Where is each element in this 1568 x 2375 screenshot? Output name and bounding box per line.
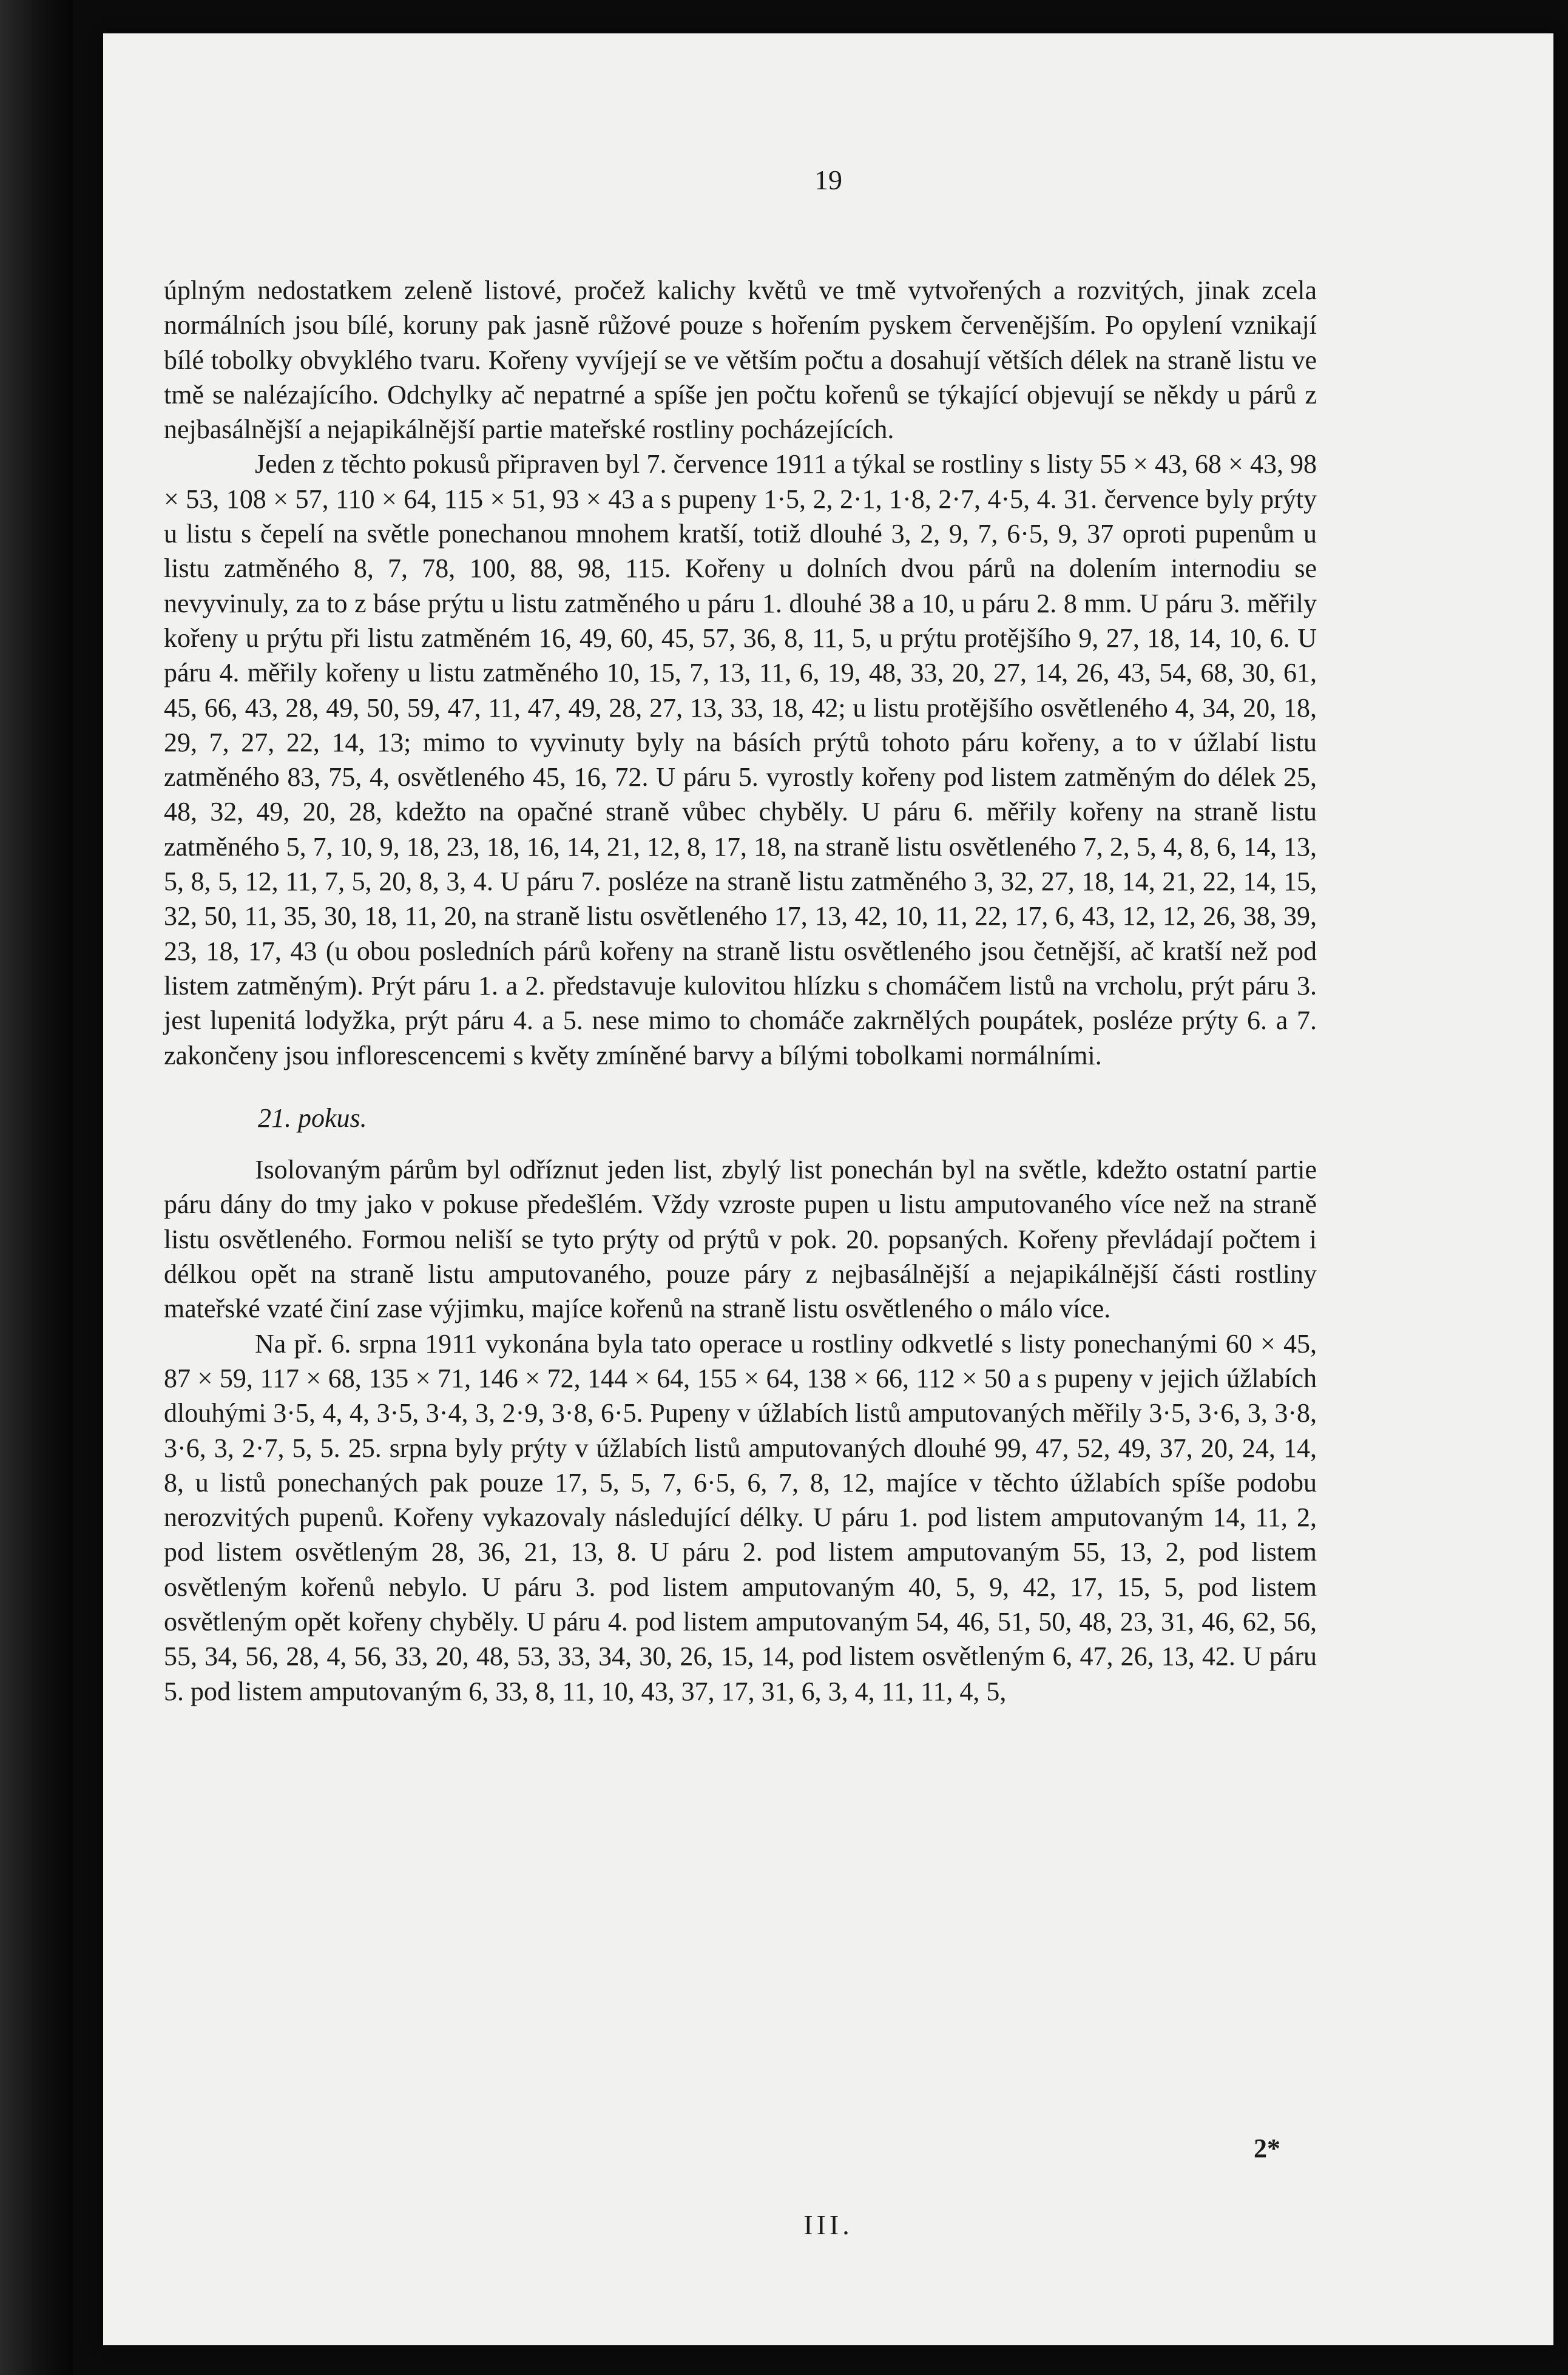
paragraph: Isolovaným párům byl odříznut jeden list, zbylý list ponechán byl na světle, kdežto ostatní partie páru dány do tmy jako v pokuse předešlém. Vždy vzroste pupen u listu amputovaného více než na straně listu osvětleného. Formou neliší se tyto prýty od prýtů v pok. 20. popsaných. Kořeny převládají počtem i délkou opět na straně listu amputovaného, pouze páry z nejbasálnější a nejapikálnější části rostliny mateřské vzaté činí zase výjimku, majíce kořenů na straně listu osvětleného o málo více. [164, 1155, 1317, 1324]
scan-dark-edge [0, 0, 73, 2375]
page-number: 19 [814, 164, 842, 195]
book-page [103, 33, 1553, 2345]
paragraph: Na př. 6. srpna 1911 vykonána byla tato operace u rostliny odkvetlé s listy ponechanými 60 × 45, 87 × 59, 117 × 68, 135 × 71, 146 × 72, 144 × 64, 155 × 64, 138 × 66, 112 × 50 a s pupeny v jejich úžlabích dlouhými 3·5, 4, 4, 3·5, 3·4, 3, 2·9, 3·8, 6·5. Pupeny v úžlabích listů amputovaných měřily 3·5, 3·6, 3, 3·8, 3·6, 3, 2·7, 5, 5. 25. srpna byly prýty v úžlabích listů amputovaných dlouhé 99, 47, 52, 49, 37, 20, 24, 14, 8, u listů ponechaných pak pouze 17, 5, 5, 7, 6·5, 6, 7, 8, 12, majíce v těchto úžlabích spíše podobu nerozvitých pupenů. Kořeny vykazovaly následující délky. U páru 1. pod listem amputovaným 14, 11, 2, pod listem osvětleným 28, 36, 21, 13, 8. U páru 2. pod listem amputovaným 55, 13, 2, pod listem osvětleným kořenů nebylo. U páru 3. pod listem amputovaným 40, 5, 9, 42, 17, 15, 5, pod listem osvětleným opět kořeny chyběly. U páru 4. pod listem amputovaným 54, 46, 51, 50, 48, 23, 31, 46, 62, 56, 55, 34, 56, 28, 4, 56, 33, 20, 48, 53, 33, 34, 30, 26, 15, 14, pod listem osvětleným 6, 47, 26, 13, 42. U páru 5. pod listem amputovaným 6, 33, 8, 11, 10, 43, 37, 17, 31, 6, 3, 4, 11, 11, 4, 5, [164, 1328, 1317, 1706]
footer-mark: III. [803, 2209, 853, 2240]
section-heading: 21. pokus. [258, 1103, 367, 1133]
paragraph: úplným nedostatkem zeleně listové, pročež kalichy květů ve tmě vytvořených a rozvitých, jinak zcela normálních jsou bílé, koruny pak jasně růžové pouze s hořením pyskem červenějším. Po opylení vznikají bílé tobolky obvyklého tvaru. Kořeny vyvíjejí se ve větším počtu a dosahují větších délek na straně listu ve tmě se nalézajícího. Odchylky ač nepatrné a spíše jen počtu kořenů se týkající objevují se někdy u párů z nejbasálnější a nejapikálnější partie mateřské rostliny pocházejících. [164, 275, 1317, 445]
paragraph: Jeden z těchto pokusů připraven byl 7. července 1911 a týkal se rostliny s listy 55 × 43, 68 × 43, 98 × 53, 108 × 57, 110 × 64, 115 × 51, 93 × 43 a s pupeny 1·5, 2, 2·1, 1·8, 2·7, 4·5, 4. 31. července byly prýty u listu s čepelí na světle ponechanou mnohem kratší, totiž dlouhé 3, 2, 9, 7, 6·5, 9, 37 oproti pupenům u listu zatměného 8, 7, 78, 100, 88, 98, 115. Kořeny u dolních dvou párů na dolením internodiu se nevyvinuly, za to z báse prýtu u listu zatměného u páru 1. dlouhé 38 a 10, u páru 2. 8 mm. U páru 3. měřily kořeny u prýtu při listu zatměném 16, 49, 60, 45, 57, 36, 8, 11, 5, u prýtu protějšího 9, 27, 18, 14, 10, 6. U páru 4. měřily kořeny u listu zatměného 10, 15, 7, 13, 11, 6, 19, 48, 33, 20, 27, 14, 26, 43, 54, 68, 30, 61, 45, 66, 43, 28, 49, 50, 59, 47, 11, 47, 49, 28, 27, 13, 33, 18, 42; u listu protějšího osvětleného 4, 34, 20, 18, 29, 7, 27, 22, 14, 13; mimo to vyvinuty byly na básích prýtů tohoto páru kořeny, a to v úžlabí listu zatměného 83, 75, 4, osvětleného 45, 16, 72. U páru 5. vyrostly kořeny pod listem zatměným do délek 25, 48, 32, 49, 20, 28, kdežto na opačné straně vůbec chyběly. U páru 6. měřily kořeny na straně listu zatměného 5, 7, 10, 9, 18, 23, 18, 16, 14, 21, 12, 8, 17, 18, na straně listu osvětleného 7, 2, 5, 4, 8, 6, 14, 13, 5, 8, 5, 12, 11, 7, 5, 20, 8, 3, 4. U páru 7. posléze na straně listu zatměného 3, 32, 27, 18, 14, 21, 22, 14, 15, 32, 50, 11, 35, 30, 18, 11, 20, na straně listu osvětleného 17, 13, 42, 10, 11, 22, 17, 6, 43, 12, 12, 26, 38, 39, 23, 18, 17, 43 (u obou posledních párů kořeny na straně listu osvětleného jsou četnější, ač kratší než pod listem zatměným). Prýt páru 1. a 2. představuje kulovitou hlízku s chomáčem listů na vrcholu, prýt páru 3. jest lupenitá lodyžka, prýt páru 4. a 5. nese mimo to chomáče zakrnělých poupátek, posléze prýty 6. a 7. zakončeny jsou inflorescencemi s květy zmíněné barvy a bílými tobolkami normálními. [164, 449, 1317, 1070]
signature-mark: 2* [1254, 2133, 1280, 2163]
body-text [164, 273, 1317, 1709]
